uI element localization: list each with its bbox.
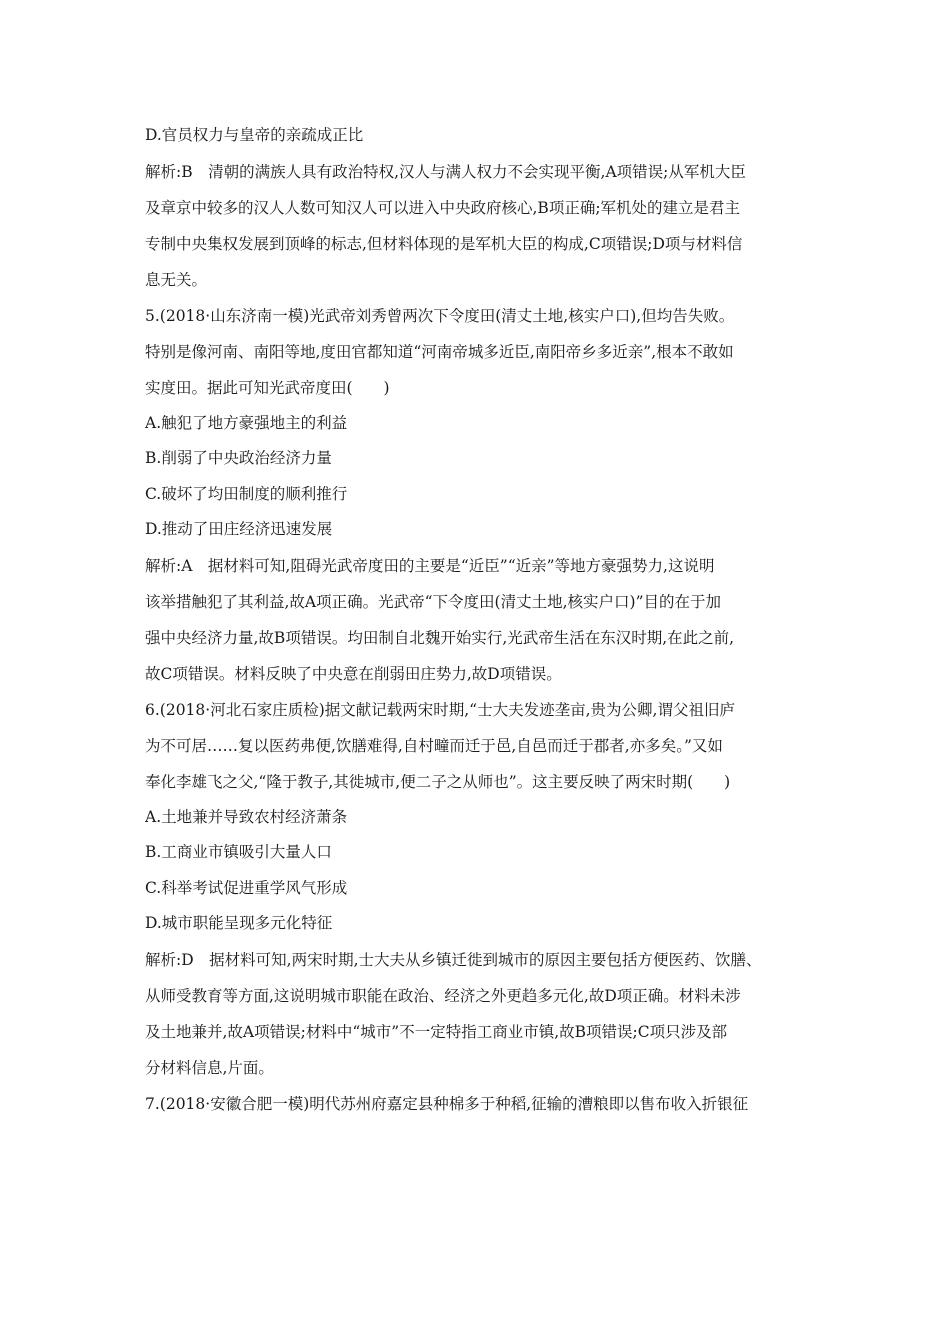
- question-stem: [145, 298, 810, 406]
- analysis: [145, 942, 810, 1086]
- option-c: C.破坏了均田制度的顺利推行: [145, 484, 348, 503]
- option-b: B.削弱了中央政治经济力量: [145, 449, 332, 467]
- option-d: D.城市职能呈现多元化特征: [145, 914, 333, 932]
- option-a: A.土地兼并导致农村经济萧条: [145, 807, 348, 826]
- analysis-line: 解析:A 据材料可知,阻碍光武帝度田的主要是“近臣”“近亲”等地方豪强势力,这说明: [145, 556, 715, 575]
- option-c: C.科举考试促进重学风气形成: [145, 878, 348, 897]
- options: [145, 800, 810, 942]
- analysis-line: 解析:D 据材料可知,两宋时期,士大夫从乡镇迁徙到城市的原因主要包括方便医药、饮膳、: [145, 950, 762, 969]
- stem-line: 特别是像河南、南阳等地,度田官都知道“河南帝城多近臣,南阳帝乡多近亲”,根本不敢如: [145, 342, 734, 361]
- stem-line: 为不可居……复以医药弗便,饮膳难得,自村疃而迁于邑,自邑而迁于郡者,亦多矣。”又如: [145, 736, 723, 755]
- analysis-line: 故C项错误。材料反映了中央意在削弱田庄势力,故D项错误。: [145, 664, 562, 683]
- analysis-line: 解析:B 清朝的满族人具有政治特权,汉人与满人权力不会实现平衡,A项错误;从军机大臣: [145, 162, 746, 181]
- analysis: [145, 548, 810, 692]
- stem-line: 实度田。据此可知光武帝度田( ): [145, 378, 390, 397]
- question-7: [145, 1086, 810, 1122]
- analysis-line: 息无关。: [145, 270, 208, 289]
- analysis-line: 分材料信息,片面。: [145, 1058, 274, 1077]
- analysis-line: 及土地兼并,故A项错误;材料中“城市”不一定特指工商业市镇,故B项错误;C项只涉及部: [145, 1022, 728, 1041]
- stem-line: 奉化李雄飞之父,“隆于教子,其徙城市,便二子之从师也”。这主要反映了两宋时期( ): [145, 772, 731, 791]
- option-d: D.官员权力与皇帝的亲疏成正比: [145, 126, 364, 144]
- analysis-line: 及章京中较多的汉人人数可知汉人可以进入中央政府核心,B项正确;军机处的建立是君主: [145, 198, 741, 217]
- analysis: [145, 154, 810, 298]
- options: [145, 406, 810, 548]
- document-page: [145, 118, 810, 1122]
- option-d: D.推动了田庄经济迅速发展: [145, 520, 333, 538]
- analysis-line: 从师受教育等方面,这说明城市职能在政治、经济之外更趋多元化,故D项正确。材料未涉: [145, 986, 741, 1005]
- option-b: B.工商业市镇吸引大量人口: [145, 843, 332, 861]
- analysis-line: 专制中央集权发展到顶峰的标志,但材料体现的是军机大臣的构成,C项错误;D项与材料信: [145, 234, 743, 253]
- stem-line: 6.(2018·河北石家庄质检)据文献记载两宋时期,“士大夫发迹垄亩,贵为公卿,谓父祖旧庐: [145, 700, 735, 719]
- question-4-tail: [145, 118, 810, 298]
- analysis-line: 强中央经济力量,故B项错误。均田制自北魏开始实行,光武帝生活在东汉时期,在此之前,: [145, 628, 735, 647]
- question-6: [145, 692, 810, 1086]
- stem-line: 7.(2018·安徽合肥一模)明代苏州府嘉定县种棉多于种稻,征输的漕粮即以售布收入折银征: [145, 1094, 749, 1113]
- option-a: A.触犯了地方豪强地主的利益: [145, 413, 348, 432]
- question-5: [145, 298, 810, 692]
- stem-line: 5.(2018·山东济南一模)光武帝刘秀曾两次下令度田(清丈土地,核实户口),但均告失败。: [145, 306, 735, 325]
- analysis-line: 该举措触犯了其利益,故A项正确。光武帝“下令度田(清丈土地,核实户口)”目的在于加: [145, 592, 721, 611]
- question-stem: [145, 692, 810, 800]
